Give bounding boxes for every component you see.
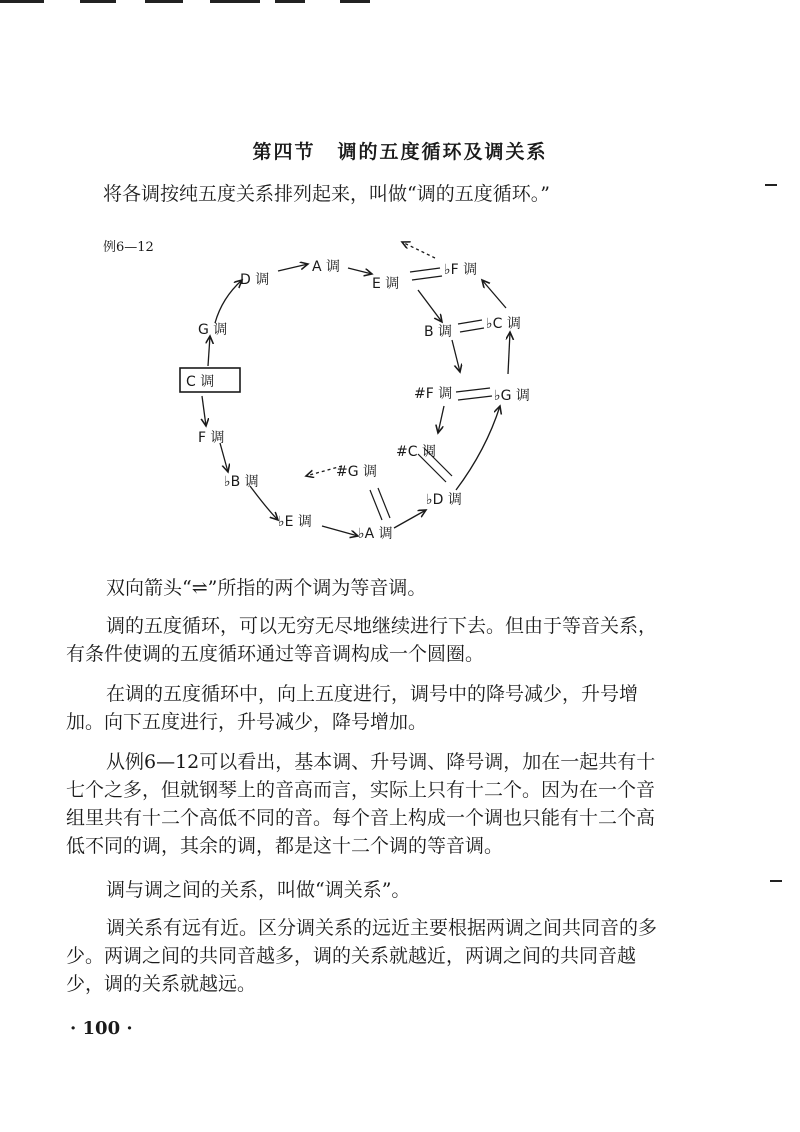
paragraph-circle: 调的五度循环，可以无穷无尽地继续进行下去。但由于等音关系，有条件使调的五度循环通过等音调构成一个圆圈。 bbox=[66, 615, 658, 665]
scan-mark bbox=[145, 0, 183, 3]
arrow bbox=[418, 290, 442, 322]
key-label: #F 调 bbox=[414, 386, 453, 402]
paragraph-count: 从例6—12可以看出，基本调、升号调、降号调，加在一起共有十七个之多，但就钢琴上的音高而言，实际上只有十二个。因为在一个音组里共有十二个高低不同的音。每个音上构成一个调也只能有十二个高低不同的调，其余的调，都是这十二个调的等音调。 bbox=[66, 751, 656, 857]
scan-mark bbox=[275, 0, 305, 3]
paragraph-definition: 调与调之间的关系，叫做“调关系”。 bbox=[106, 879, 411, 901]
key-label: A 调 bbox=[312, 259, 341, 275]
key-label: B 调 bbox=[424, 324, 453, 340]
intro-paragraph: 将各调按纯五度关系排列起来，叫做“调的五度循环。” bbox=[103, 183, 550, 205]
arrow bbox=[402, 242, 435, 258]
enharmonic-arrow bbox=[412, 276, 442, 280]
example-label: 例6—12 bbox=[103, 240, 154, 255]
paragraph-distance: 调关系有远有近。区分调关系的远近主要根据两调之间共同音的多少。两调之间的共同音越多，调的关系就越近，两调之间的共同音越少，调的关系就越远。 bbox=[66, 917, 658, 995]
arrow bbox=[250, 486, 278, 520]
enharmonic-arrow bbox=[460, 328, 484, 332]
arrow bbox=[394, 510, 426, 528]
scan-mark bbox=[80, 0, 116, 3]
arrow bbox=[202, 396, 206, 426]
arrow bbox=[322, 526, 358, 536]
key-label: D 调 bbox=[240, 272, 270, 288]
arrow bbox=[215, 280, 242, 323]
key-label: F 调 bbox=[198, 430, 225, 446]
arrow bbox=[278, 264, 308, 271]
arrow bbox=[482, 280, 506, 308]
section-number: 第四节 bbox=[252, 141, 316, 163]
key-label: G 调 bbox=[198, 322, 228, 338]
key-label: #G 调 bbox=[336, 464, 378, 480]
section-title bbox=[0, 137, 800, 164]
arrow bbox=[508, 332, 510, 374]
key-label: C 调 bbox=[186, 374, 215, 390]
arrow bbox=[438, 406, 444, 433]
margin-mark bbox=[770, 880, 782, 882]
section-heading: 调的五度循环及调关系 bbox=[337, 141, 548, 163]
paragraph-direction: 在调的五度循环中，向上五度进行，调号中的降号减少，升号增加。向下五度进行，升号减少，降号增加。 bbox=[66, 683, 639, 733]
circle-of-fifths-diagram bbox=[160, 228, 580, 558]
arrow bbox=[348, 268, 372, 274]
margin-mark bbox=[765, 184, 777, 186]
key-label: ♭C 调 bbox=[486, 316, 521, 332]
page-number: · 100 · bbox=[70, 1018, 133, 1039]
arrow bbox=[208, 336, 210, 366]
paragraph-enharmonic: 双向箭头“⇌”所指的两个调为等音调。 bbox=[106, 577, 427, 599]
key-label: ♭F 调 bbox=[444, 262, 478, 278]
arrow bbox=[456, 406, 500, 490]
enharmonic-arrow bbox=[458, 396, 492, 400]
enharmonic-arrow bbox=[456, 388, 490, 392]
key-label: ♭D 调 bbox=[426, 492, 462, 508]
scan-mark bbox=[0, 0, 44, 3]
arrow bbox=[452, 340, 460, 372]
key-label: ♭B 调 bbox=[224, 474, 259, 490]
key-label: ♭E 调 bbox=[278, 514, 312, 530]
key-label: ♭A 调 bbox=[358, 526, 393, 542]
key-label: #C 调 bbox=[396, 444, 436, 460]
key-label: ♭G 调 bbox=[494, 388, 530, 404]
key-label: E 调 bbox=[372, 276, 400, 292]
arrow bbox=[220, 443, 228, 472]
enharmonic-arrow bbox=[410, 268, 440, 272]
scan-mark bbox=[340, 0, 370, 3]
enharmonic-arrow bbox=[458, 320, 482, 324]
scan-mark bbox=[210, 0, 260, 3]
